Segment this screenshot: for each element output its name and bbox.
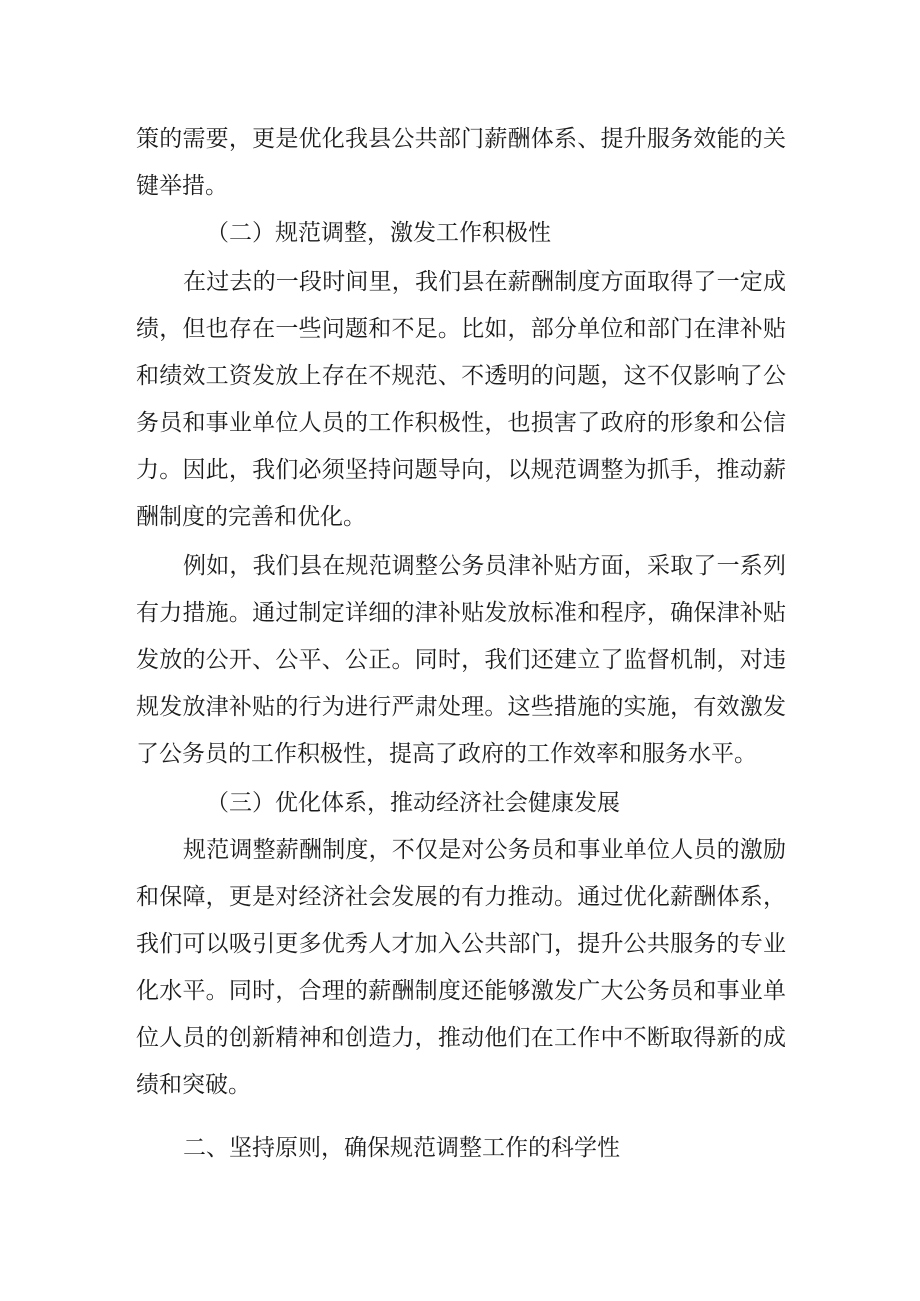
text-line: 力。因此，我们必须坚持问题导向，以规范调整为抓手，推动薪	[136, 457, 786, 483]
text-line: 绩，但也存在一些问题和不足。比如，部分单位和部门在津补贴	[136, 316, 786, 342]
text-line: 键举措。	[136, 173, 228, 199]
text-line: 了公务员的工作积极性，提高了政府的工作效率和服务水平。	[136, 741, 757, 767]
text-line: 在过去的一段时间里，我们县在薪酬制度方面取得了一定成	[183, 269, 786, 295]
text-line: 位人员的创新精神和创造力，推动他们在工作中不断取得新的成	[136, 1025, 786, 1051]
text-line: 和保障，更是对经济社会发展的有力推动。通过优化薪酬体系，	[136, 884, 786, 910]
text-line: 绩和突破。	[136, 1072, 251, 1098]
text-line: 发放的公开、公平、公正。同时，我们还建立了监督机制，对违	[136, 647, 786, 673]
text-line: 规范调整薪酬制度，不仅是对公务员和事业单位人员的激励	[183, 837, 786, 863]
text-line: 我们可以吸引更多优秀人才加入公共部门，提升公共服务的专业	[136, 931, 786, 957]
text-line: 策的需要，更是优化我县公共部门薪酬体系、提升服务效能的关	[136, 126, 786, 152]
section-subheading: （二）规范调整，激发工作积极性	[206, 220, 551, 246]
text-line: 化水平。同时，合理的薪酬制度还能够激发广大公务员和事业单	[136, 978, 786, 1004]
text-line: 务员和事业单位人员的工作积极性，也损害了政府的形象和公信	[136, 410, 786, 436]
text-line: 有力措施。通过制定详细的津补贴发放标准和程序，确保津补贴	[136, 600, 786, 626]
text-line: 例如，我们县在规范调整公务员津补贴方面，采取了一系列	[183, 553, 786, 579]
text-line: 酬制度的完善和优化。	[136, 504, 366, 530]
text-line: 规发放津补贴的行为进行严肃处理。这些措施的实施，有效激发	[136, 694, 786, 720]
section-heading: 二、坚持原则，确保规范调整工作的科学性	[183, 1135, 620, 1161]
section-subheading: （三）优化体系，推动经济社会健康发展	[206, 790, 620, 816]
text-line: 和绩效工资发放上存在不规范、不透明的问题，这不仅影响了公	[136, 363, 786, 389]
